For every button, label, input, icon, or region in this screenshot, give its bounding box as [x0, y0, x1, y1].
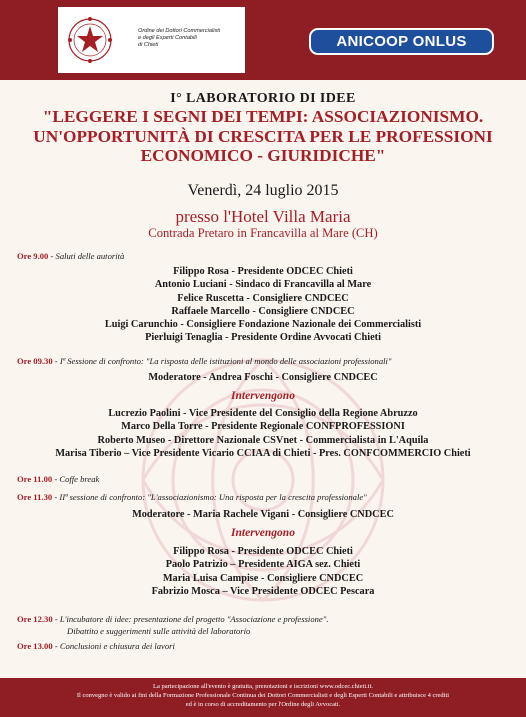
time-label: Ore 11.00: [17, 474, 53, 484]
time-label: Ore 12.30: [17, 614, 53, 624]
item-description: IIª sessione di confronto: "L'associazionismo: Una risposta per la crescita professionale": [59, 492, 367, 502]
program-item-12-30: Ore 12.30 - L'incubatore di idee: presentazione del progetto "Associazione e professione".: [17, 614, 329, 624]
logo-caption: [138, 28, 242, 48]
anicoop-badge: ANICOOP ONLUS: [309, 28, 494, 55]
header-banner: [0, 0, 526, 80]
moderator-session-2: [0, 508, 526, 521]
item-description: Conclusioni e chiusura dei lavori: [59, 641, 175, 651]
speaker: Marco Della Torre - Presidente Regionale CONFPROFESSIONI: [121, 421, 405, 433]
item-description: Saluti delle autorità: [55, 251, 125, 261]
footer-banner: [0, 678, 526, 717]
speaker: Fabrizio Mosca – Vice Presidente ODCEC Pescara: [151, 585, 375, 597]
speaker: Paolo Patrizio – Presidente AIGA sez. Chieti: [165, 559, 361, 571]
speaker: Pierluigi Tenaglia - Presidente Ordine Avvocati Chieti: [145, 332, 381, 344]
item-description-continued: Dibattito e suggerimenti sulle attività del laboratorio: [67, 626, 251, 636]
program-item-11-30: Ore 11.30 - IIª sessione di confronto: "L'associazionismo: Una risposta per la crescita professionale": [17, 492, 367, 502]
event-venue: presso l'Hotel Villa Maria: [175, 207, 351, 226]
speaker-list-session-1: [0, 407, 526, 460]
intervengono-heading: Intervengono: [231, 527, 295, 539]
speaker: Luigi Carunchio - Consigliere Fondazione Nazionale dei Commercialisti: [104, 319, 422, 331]
title-line-3: ECONOMICO - GIURIDICHE": [140, 146, 386, 165]
logo-line-2: e degli Esperti Contabili: [138, 34, 197, 41]
odcec-logo: [58, 7, 245, 73]
logo-line-1: Ordine dei Dottori Commercialisti: [138, 28, 221, 34]
speaker: Roberto Museo - Direttore Nazionale CSVnet - Commercialista in L'Aquila: [97, 434, 429, 446]
speaker: Filippo Rosa - Presidente ODCEC Chieti: [173, 546, 353, 557]
speaker-list-greetings: [0, 265, 526, 345]
title-line-1: "LEGGERE I SEGNI DEI TEMPI: ASSOCIAZIONISMO.: [42, 107, 484, 126]
lab-heading: I° LABORATORIO DI IDEE: [170, 91, 356, 106]
moderator: Moderatore - Maria Rachele Vigani - Consigliere CNDCEC: [132, 509, 394, 520]
item-description: Coffe break: [59, 474, 100, 484]
item-description: Iª Sessione di confronto: "La risposta delle istituzioni al mondo delle associazioni professionali": [59, 356, 392, 366]
speaker: Filippo Rosa - Presidente ODCEC Chieti: [173, 266, 353, 277]
time-label: Ore 9.00: [17, 251, 49, 261]
title-line-2: UN'OPPORTUNITÀ DI CRESCITA PER LE PROFESSIONI: [33, 126, 493, 146]
program-item-9-00: Ore 9.00 - Saluti delle autorità: [17, 251, 125, 261]
speaker: Marisa Tiberio – Vice Presidente Vicario CCIAA di Chieti - Pres. CONFCOMMERCIO Chieti: [55, 447, 471, 459]
speaker-list-session-2: [0, 545, 526, 598]
footer-line-2: Il convegno è valido ai fini della Formazione Professionale Continua dei Dottori Commercialisti e degli Esperti Contabili e attribuisce 4 crediti: [76, 692, 450, 699]
logo-line-3: di Chieti: [138, 41, 159, 48]
intervengono-heading: Intervengono: [231, 390, 295, 402]
event-address: Contrada Pretaro in Francavilla al Mare (CH): [148, 226, 378, 240]
speaker: Maria Luisa Campise - Consigliere CNDCEC: [162, 572, 364, 584]
program-item-13-00: Ore 13.00 - Conclusioni e chiusura dei lavori: [17, 641, 175, 651]
event-date: Venerdì, 24 luglio 2015: [187, 182, 339, 199]
item-description: L'incubatore di idee: presentazione del progetto "Associazione e professione".: [59, 614, 329, 624]
footer-line-1: La partecipazione all'evento è gratuita, prenotazioni e iscrizioni www.odcec.chieti.it.: [152, 683, 374, 690]
event-title: [0, 107, 526, 166]
speaker: Felice Ruscetta - Consigliere CNDCEC: [177, 292, 349, 304]
program-item-11-00: Ore 11.00 - Coffe break: [17, 474, 100, 484]
speaker: Antonio Luciani - Sindaco di Francavilla al Mare: [154, 279, 372, 291]
footer-line-3: ed è in corso di accreditamento per l'Ordine degli Avvocati.: [185, 701, 341, 708]
odcec-emblem-icon: [66, 15, 114, 65]
program-item-9-30: Ore 09.30 - Iª Sessione di confronto: "La risposta delle istituzioni al mondo delle associazioni professionali": [17, 356, 392, 366]
moderator-session-1: [0, 371, 526, 384]
time-label: Ore 11.30: [17, 492, 53, 502]
time-label: Ore 13.00: [17, 641, 53, 651]
speaker: Lucrezio Paolini - Vice Presidente del Consiglio della Regione Abruzzo: [108, 408, 418, 419]
moderator: Moderatore - Andrea Foschi - Consigliere CNDCEC: [148, 372, 378, 383]
speaker: Raffaele Marcello - Consigliere CNDCEC: [171, 305, 355, 317]
time-label: Ore 09.30: [17, 356, 53, 366]
